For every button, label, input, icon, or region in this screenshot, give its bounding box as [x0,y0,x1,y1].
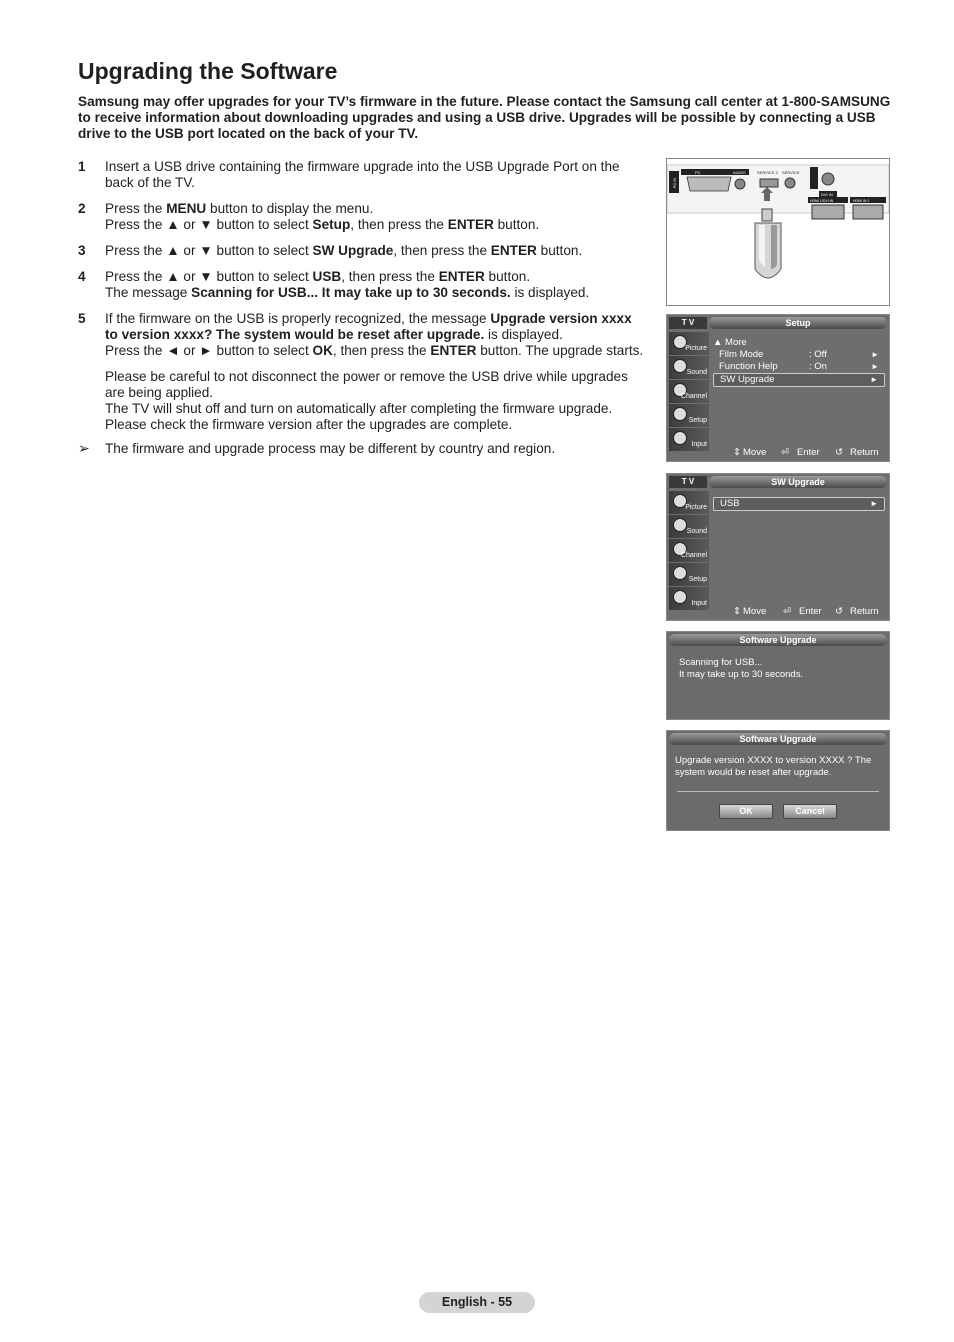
input-icon [673,431,687,445]
menu-item-film-mode[interactable]: Film Mode : Off ► [719,349,879,360]
menu-item-usb[interactable]: USB ► [713,497,885,511]
cancel-button[interactable]: Cancel [783,804,837,819]
step-4 [78,269,648,301]
sidebar-item-sound[interactable]: Sound [669,515,709,538]
menu-item-function-help[interactable]: Function Help : On ► [719,361,879,372]
sw-upgrade-menu-screen [666,473,890,621]
osd-sidebar [669,332,709,452]
setup-menu-screen [666,314,890,462]
dialog-title-bar: Software Upgrade [669,733,887,745]
upgrade-message: Upgrade version XXXX to version XXXX ? The system would be reset after upgrade. [675,755,872,778]
step-5 [78,311,648,433]
step-line: Press the ▲ or ▼ button to select USB, then press the ENTER button. [105,269,531,284]
step-1 [78,159,648,191]
ok-button[interactable]: OK [719,804,773,819]
menu-list [713,337,885,387]
menu-footer [713,447,885,459]
return-icon: ↺ [835,606,843,617]
step-number: 3 [78,243,86,258]
caution-line: Please check the firmware version after the upgrades are complete. [105,417,513,432]
svg-text:SERVICE: SERVICE [782,170,800,175]
step-number: 1 [78,159,86,174]
input-icon [673,590,687,604]
move-label: Move [743,447,767,458]
svg-text:PC IN: PC IN [672,177,677,189]
scanning-message: Scanning for USB... It may take up to 30 seconds. [679,657,804,680]
caution-line: Please be careful to not disconnect the power or remove the USB drive while upgrades are being applied. [105,369,628,400]
setup-icon [673,407,687,421]
menu-footer [713,606,885,618]
dialog-title-bar: Software Upgrade [669,634,887,646]
step-number: 2 [78,201,86,216]
page-title: Upgrading the Software [78,58,338,84]
step-line: Press the ▲ or ▼ button to select Setup, then press the ENTER button. [105,217,540,232]
menu-item-more[interactable]: ▲ More [713,337,747,348]
svg-text:HDMI IN 2: HDMI IN 2 [853,199,870,203]
menu-title-bar: Setup [709,317,887,329]
enter-label: Enter [799,606,822,617]
sound-icon [673,518,687,532]
enter-icon: ⏎ [783,606,791,617]
usb-port-illustration [666,158,890,306]
caution-line: The TV will shut off and turn on automatically after completing the firmware upgrade. [105,401,613,416]
menu-list [713,497,885,511]
step-3 [78,243,648,259]
page-number: English - 55 [419,1292,535,1313]
instruction-steps [78,159,648,457]
menu-item-sw-upgrade[interactable]: SW Upgrade ► [713,373,885,387]
step-number: 5 [78,311,86,326]
return-label: Return [850,447,879,458]
sidebar-item-setup[interactable]: Setup [669,404,709,427]
note [78,441,648,457]
scanning-dialog [666,631,890,720]
sidebar-item-picture[interactable]: Picture [669,332,709,355]
step-line: If the firmware on the USB is properly recognized, the message Upgrade version xxxx to version xxxx? The system would be reset after upgrade. is displayed. [105,311,632,342]
tv-tab: T V [669,476,707,488]
svg-text:HDMI 1/DVI IN: HDMI 1/DVI IN [810,199,834,203]
move-icon: ⇕ [733,447,741,458]
step-line: Press the ▲ or ▼ button to select SW Upgrade, then press the ENTER button. [105,243,583,258]
move-label: Move [743,606,767,617]
step-line: Press the MENU button to display the menu. [105,201,374,216]
right-arrow-icon: ► [871,350,879,359]
sidebar-item-setup[interactable]: Setup [669,563,709,586]
tv-back-panel-diagram [667,159,889,305]
svg-text:PC: PC [695,170,701,175]
sidebar-item-channel[interactable]: Channel [669,380,709,403]
right-arrow-icon: ► [870,375,878,384]
step-number: 4 [78,269,86,284]
return-icon: ↺ [835,447,843,458]
enter-icon: ⏎ [781,447,789,458]
tv-tab: T V [669,317,707,329]
step-text: Insert a USB drive containing the firmware upgrade into the USB Upgrade Port on the back of the TV. [105,159,620,190]
step-line: Press the ◄ or ► button to select OK, then press the ENTER button. The upgrade starts. [105,343,644,358]
sidebar-item-sound[interactable]: Sound [669,356,709,379]
step-2 [78,201,648,233]
right-arrow-icon: ► [870,499,878,508]
svg-text:DVI IN: DVI IN [821,192,833,197]
enter-label: Enter [797,447,820,458]
upgrade-confirm-dialog [666,730,890,831]
menu-title-bar: SW Upgrade [709,476,887,488]
sidebar-item-input[interactable]: Input [669,587,709,610]
svg-text:SERVICE 2: SERVICE 2 [757,170,778,175]
note-text: The firmware and upgrade process may be different by country and region. [105,441,556,456]
sidebar-item-input[interactable]: Input [669,428,709,451]
sidebar-item-channel[interactable]: Channel [669,539,709,562]
intro-paragraph: Samsung may offer upgrades for your TV’s firmware in the future. Please contact the Samsung call center at 1-800-SAMSUNG to receive information about downloading upgrades and using a USB drive. Upgrades will be possible by connecting a USB drive to the USB port located on the back of your TV. [78,94,891,141]
setup-icon [673,566,687,580]
osd-sidebar [669,491,709,611]
note-arrow-icon: ➢ [78,440,90,456]
step-line: The message Scanning for USB... It may take up to 30 seconds. is displayed. [105,285,590,300]
svg-text:AUDIO: AUDIO [733,170,746,175]
sound-icon [673,359,687,373]
move-icon: ⇕ [733,606,741,617]
divider [677,791,879,792]
sidebar-item-picture[interactable]: Picture [669,491,709,514]
return-label: Return [850,606,879,617]
right-arrow-icon: ► [871,362,879,371]
